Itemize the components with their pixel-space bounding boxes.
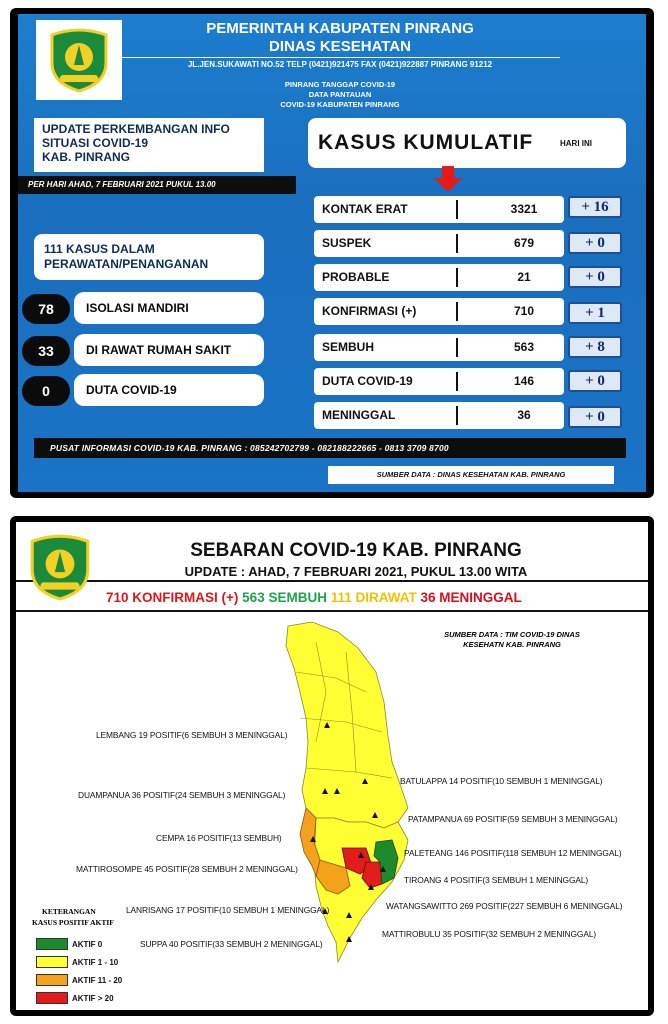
kumulatif-box	[308, 118, 626, 168]
label-mattirosompe: MATTIROSOMPE 45 POSITIF(28 SEMBUH 2 MENINGGAL)	[76, 864, 298, 874]
update-title-box	[34, 118, 264, 172]
row-suspek	[314, 230, 564, 257]
delta-duta: + 0	[568, 370, 622, 392]
row-label: KONFIRMASI (+)	[322, 304, 417, 318]
header-sub3: COVID-19 KABUPATEN PINRANG	[280, 100, 400, 109]
legend-title	[32, 906, 114, 928]
legend-label: AKTIF 0	[72, 940, 103, 949]
update-title-line: SITUASI COVID-19	[42, 136, 149, 150]
duta-count: 0	[22, 376, 70, 406]
isolasi-label: ISOLASI MANDIRI	[74, 292, 264, 324]
map-source-line: SUMBER DATA : TIM COVID-19 DINAS	[444, 630, 580, 639]
map-source-line: KESEHATN KAB. PINRANG	[463, 640, 561, 649]
header-line1: PEMERINTAH KABUPATEN PINRANG	[206, 20, 474, 37]
update-title-line: KAB. PINRANG	[42, 150, 131, 164]
delta-meninggal: + 0	[568, 406, 622, 428]
label-patampanua: PATAMPANUA 69 POSITIF(59 SEMBUH 3 MENINGGAL)	[408, 814, 618, 824]
legend-swatch-yellow	[36, 956, 68, 968]
row-kontak-erat	[314, 196, 564, 223]
row-label: DUTA COVID-19	[322, 374, 413, 388]
row-sembuh	[314, 334, 564, 361]
label-duampanua: DUAMPANUA 36 POSITIF(24 SEMBUH 3 MENINGGAL)	[78, 790, 286, 800]
stat-konfirmasi: 710 KONFIRMASI (+)	[106, 590, 239, 605]
legend-label: AKTIF 1 - 10	[72, 958, 119, 967]
hari-ini-label: HARI INI	[560, 139, 592, 148]
label-tiroang: TIROANG 4 POSITIF(3 SEMBUH 1 MENINGGAL)	[404, 875, 589, 885]
delta-sembuh: + 8	[568, 336, 622, 358]
label-batulappa: BATULAPPA 14 POSITIF(10 SEMBUH 1 MENINGGAL)	[400, 776, 603, 786]
map-panel-background	[16, 522, 648, 1010]
label-suppa: SUPPA 40 POSITIF(33 SEMBUH 2 MENINGGAL)	[140, 939, 323, 949]
label-watangsawitto: WATANGSAWITTO 269 POSITIF(227 SEMBUH 6 MENINGGAL)	[386, 901, 623, 911]
pinrang-logo	[36, 20, 122, 100]
care-title-line: 111 KASUS DALAM	[44, 242, 155, 256]
kumulatif-title: KASUS KUMULATIF	[318, 131, 534, 154]
row-value: 36	[517, 408, 531, 422]
arrow-down-icon	[434, 166, 462, 192]
map-title: SEBARAN COVID-19 KAB. PINRANG	[190, 540, 522, 561]
label-lembang: LEMBANG 19 POSITIF(6 SEMBUH 3 MENINGGAL)	[96, 730, 288, 740]
row-duta	[314, 368, 564, 395]
row-label: SEMBUH	[322, 340, 375, 354]
legend-title-line: KETERANGAN	[42, 907, 96, 916]
row-value: 3321	[510, 202, 538, 216]
header-sub2: DATA PANTAUAN	[308, 90, 372, 99]
delta-konfirmasi: + 1	[568, 302, 622, 324]
legend-title-line: KASUS POSITIF AKTIF	[32, 918, 114, 927]
legend-swatch-red	[36, 992, 68, 1004]
care-title-line: PERAWATAN/PENANGANAN	[44, 257, 209, 271]
header-address: JL.JEN.SUKAWATI NO.52 TELP (0421)921475 FAX (0421)922887 PINRANG 91212	[120, 57, 560, 69]
stat-meninggal: 36 MENINGGAL	[420, 590, 522, 605]
delta-kontak-erat: + 16	[568, 196, 622, 218]
legend-swatch-green	[36, 938, 68, 950]
row-value: 563	[513, 340, 535, 354]
legend-label: AKTIF > 20	[72, 994, 114, 1003]
label-paleteang: PALETEANG 146 POSITIF(118 SEMBUH 12 MENINGGAL)	[404, 848, 622, 858]
row-value: 679	[513, 236, 535, 250]
rawat-count: 33	[22, 336, 70, 366]
care-title-box	[34, 234, 264, 280]
stat-dirawat: 111 DIRAWAT	[330, 590, 417, 605]
row-konfirmasi	[314, 298, 564, 325]
row-meninggal	[314, 402, 564, 429]
row-label: KONTAK ERAT	[322, 202, 408, 216]
label-cempa: CEMPA 16 POSITIF(13 SEMBUH)	[156, 833, 282, 843]
row-value: 146	[513, 374, 535, 388]
legend-label: AKTIF 11 - 20	[72, 976, 123, 985]
duta-label: DUTA COVID-19	[74, 374, 264, 406]
row-probable	[314, 264, 564, 291]
row-label: MENINGGAL	[322, 408, 396, 422]
row-value: 21	[517, 270, 531, 284]
map-update: UPDATE : AHAD, 7 FEBRUARI 2021, PUKUL 13.00 WITA	[184, 564, 528, 579]
sebaran-map-panel	[10, 516, 654, 1016]
row-label: SUSPEK	[322, 236, 372, 250]
info-hotline: PUSAT INFORMASI COVID-19 KAB. PINRANG : 085242702799 - 082188222665 - 0813 3709 8700	[34, 438, 626, 458]
data-source: SUMBER DATA : DINAS KESEHATAN KAB. PINRANG	[328, 466, 614, 484]
header-sub1: PINRANG TANGGAP COVID-19	[284, 80, 396, 89]
label-lanrisang: LANRISANG 17 POSITIF(10 SEMBUH 1 MENINGGAL)	[126, 905, 330, 915]
header-line2: DINAS KESEHATAN	[269, 38, 411, 55]
covid-info-panel	[10, 8, 654, 498]
update-title-line: UPDATE PERKEMBANGAN INFO	[42, 122, 230, 136]
stat-sembuh: 563 SEMBUH	[242, 590, 327, 605]
date-strip: PER HARI AHAD, 7 FEBRUARI 2021 PUKUL 13.00	[18, 176, 296, 194]
delta-suspek: + 0	[568, 232, 622, 254]
delta-probable: + 0	[568, 266, 622, 288]
rawat-label: DI RAWAT RUMAH SAKIT	[74, 334, 264, 366]
legend-swatch-orange	[36, 974, 68, 986]
label-mattirobulu: MATTIROBULU 35 POSITIF(32 SEMBUH 2 MENINGGAL)	[382, 929, 597, 939]
row-label: PROBABLE	[322, 270, 390, 284]
row-value: 710	[513, 304, 535, 318]
isolasi-count: 78	[22, 294, 70, 324]
